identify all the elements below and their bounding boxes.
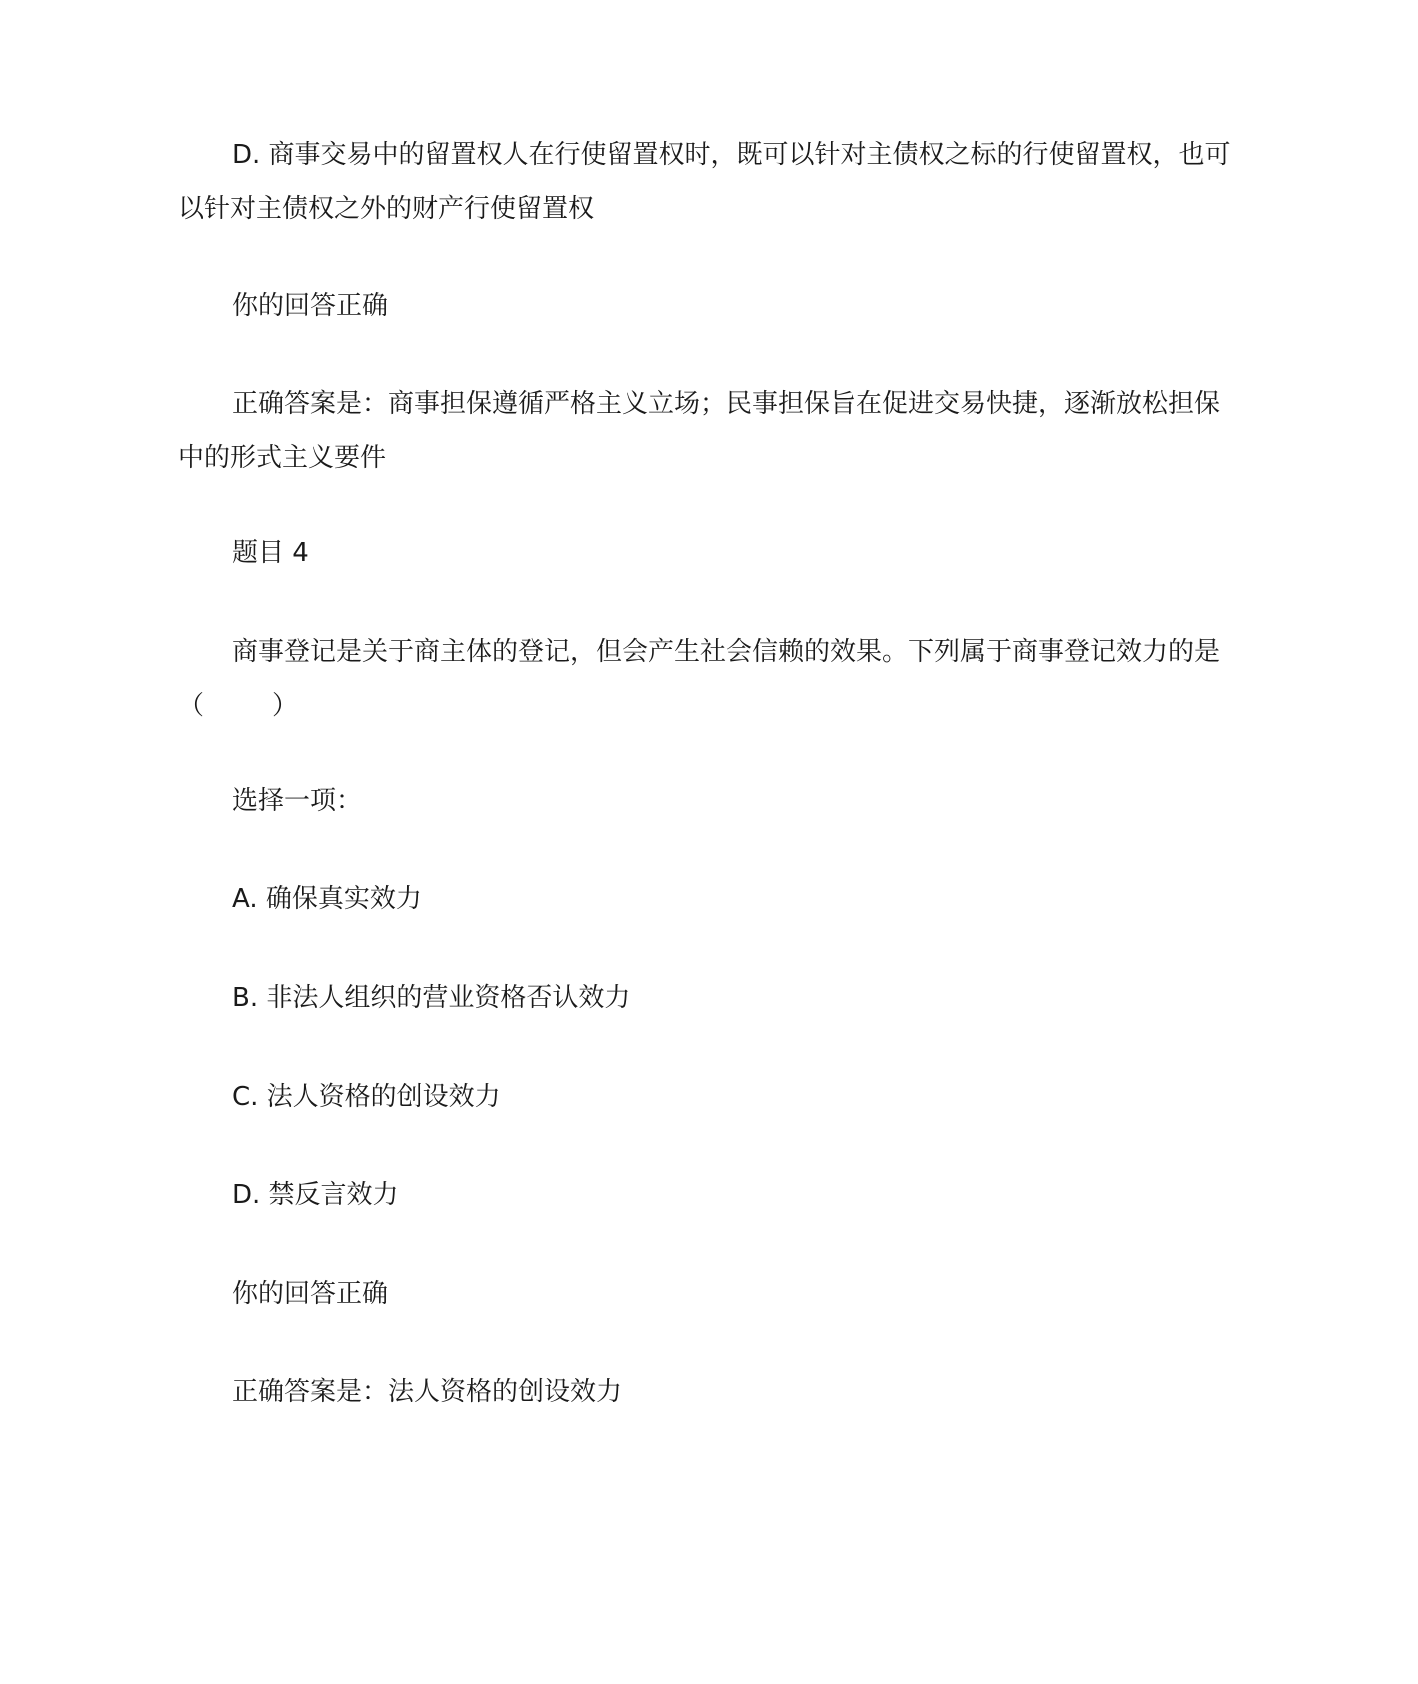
select-one-prompt: 选择一项： bbox=[232, 786, 363, 816]
question-stem-text: 商事登记是关于商主体的登记，但会产生社会信赖的效果。下列属于商事登记效力的是（ bbox=[178, 637, 1221, 721]
your-answer-feedback: 你的回答正确 bbox=[232, 1279, 389, 1309]
option-a: A. 确保真实效力 bbox=[232, 884, 422, 914]
option-b: B. 非法人组织的营业资格否认效力 bbox=[232, 983, 631, 1013]
correct-answer-prev: 正确答案是：商事担保遵循严格主义立场；民事担保旨在促进交易快捷，逐渐放松担保中的形式主义要件 bbox=[178, 389, 1221, 473]
option-d: D. 禁反言效力 bbox=[232, 1180, 399, 1210]
your-answer-feedback-prev: 你的回答正确 bbox=[232, 291, 389, 321]
correct-answer: 正确答案是：法人资格的创设效力 bbox=[232, 1377, 623, 1407]
option-d-prev-question: D. 商事交易中的留置权人在行使留置权时，既可以针对主债权之标的行使留置权，也可以针对主债权之外的财产行使留置权 bbox=[178, 140, 1231, 224]
question-stem bbox=[178, 625, 1240, 733]
question-title: 题目 4 bbox=[232, 538, 309, 568]
question-stem-close: ） bbox=[272, 691, 299, 721]
option-c: C. 法人资格的创设效力 bbox=[232, 1082, 501, 1112]
